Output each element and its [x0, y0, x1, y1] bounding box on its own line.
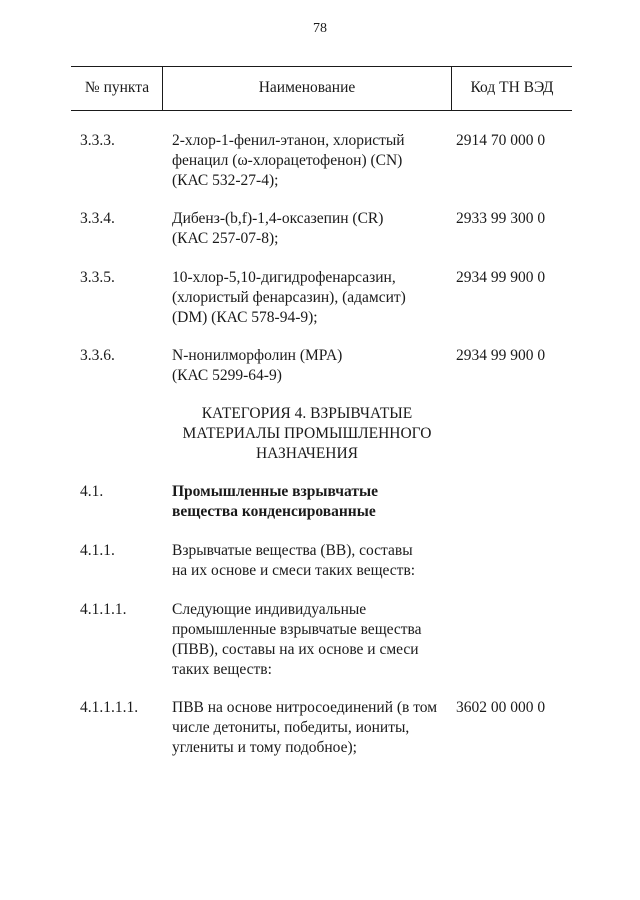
- category-heading-line: КАТЕГОРИЯ 4. ВЗРЫВЧАТЫЕ: [201, 405, 413, 422]
- row-number: 3.3.5.: [80, 269, 115, 286]
- row-name: [172, 600, 450, 680]
- row-name-line: таких веществ:: [172, 661, 272, 678]
- category-heading: [163, 404, 451, 464]
- row-number: 4.1.1.1.1.: [80, 699, 139, 716]
- row-name-line: N-нонилморфолин (MPA): [172, 347, 343, 364]
- table-header-top-rule: [71, 66, 572, 67]
- row-name-line: числе детониты, победиты, иониты,: [172, 719, 410, 736]
- row-name: [172, 268, 450, 328]
- row-name-line: (DM) (КАС 578-94-9);: [172, 309, 318, 326]
- row-name-line: Дибенз-(b,f)-1,4-оксазепин (CR): [172, 210, 384, 227]
- row-name: [172, 541, 450, 581]
- table-header-bottom-rule: [71, 110, 572, 111]
- row-name-line: вещества конденсированные: [172, 503, 376, 520]
- header-col-name: Наименование: [258, 79, 356, 96]
- row-code: 2934 99 900 0: [456, 269, 546, 286]
- row-code: 2933 99 300 0: [456, 210, 546, 227]
- row-name: [172, 698, 450, 758]
- row-name-line: Взрывчатые вещества (ВВ), составы: [172, 542, 413, 559]
- row-name-line: 2-хлор-1-фенил-этанон, хлористый: [172, 132, 405, 149]
- row-name: [172, 482, 450, 522]
- row-name-line: промышленные взрывчатые вещества: [172, 621, 422, 638]
- category-heading-line: МАТЕРИАЛЫ ПРОМЫШЛЕННОГО: [182, 425, 432, 442]
- row-name-line: (КАС 257-07-8);: [172, 230, 279, 247]
- row-number: 4.1.1.1.: [80, 601, 127, 618]
- row-code: 3602 00 000 0: [456, 699, 546, 716]
- row-name-line: (КАС 5299-64-9): [172, 367, 282, 384]
- row-code: 2934 99 900 0: [456, 347, 546, 364]
- row-code: 2914 70 000 0: [456, 132, 546, 149]
- row-name-line: Промышленные взрывчатые: [172, 483, 378, 500]
- row-number: 4.1.1.: [80, 542, 115, 559]
- row-name: [172, 209, 450, 249]
- row-name-line: фенацил (ω-хлорацетофенон) (CN): [172, 152, 403, 169]
- row-name-line: 10-хлор-5,10-дигидрофенарсазин,: [172, 269, 396, 286]
- row-number: 3.3.4.: [80, 210, 115, 227]
- row-name: [172, 131, 450, 191]
- row-number: 4.1.: [80, 483, 104, 500]
- row-name-line: ПВВ на основе нитросоединений (в том: [172, 699, 438, 716]
- header-col-code: Код ТН ВЭД: [470, 79, 554, 96]
- page-number: 78: [313, 21, 327, 36]
- row-name: [172, 346, 450, 386]
- row-name-line: (хлористый фенарсазин), (адамсит): [172, 289, 406, 306]
- row-name-line: на их основе и смеси таких веществ:: [172, 562, 416, 579]
- row-name-line: (КАС 532-27-4);: [172, 172, 279, 189]
- row-number: 3.3.3.: [80, 132, 115, 149]
- row-name-line: (ПВВ), составы на их основе и смеси: [172, 641, 419, 658]
- header-col-number: № пункта: [84, 79, 150, 96]
- row-number: 3.3.6.: [80, 347, 115, 364]
- row-name-line: углениты и тому подобное);: [172, 739, 357, 756]
- category-heading-line: НАЗНАЧЕНИЯ: [255, 445, 359, 462]
- row-name-line: Следующие индивидуальные: [172, 601, 367, 618]
